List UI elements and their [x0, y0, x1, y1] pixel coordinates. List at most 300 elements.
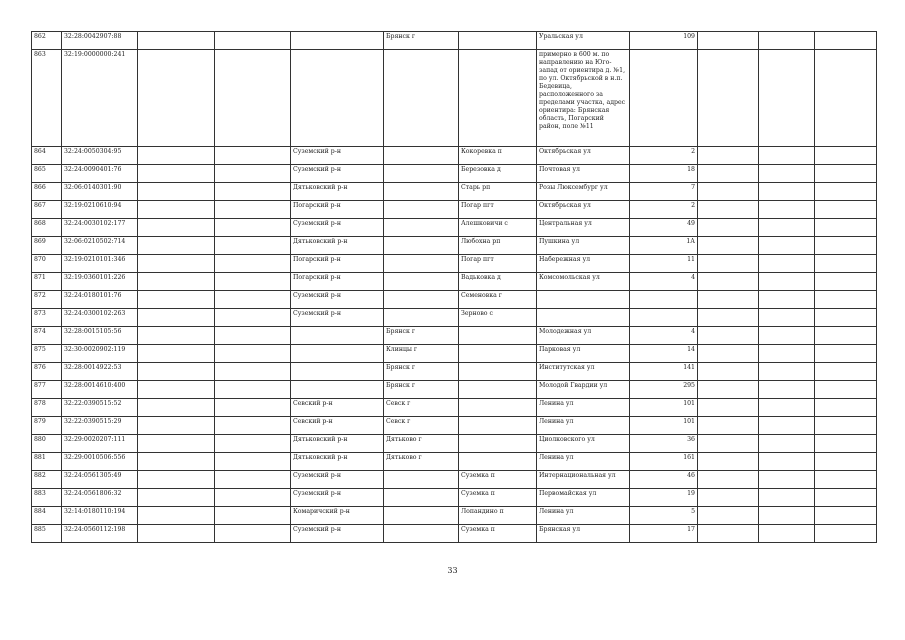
house-number-cell: 5 — [630, 507, 698, 525]
table-row — [32, 489, 877, 507]
region-cell — [138, 255, 215, 273]
locality-cell — [459, 435, 537, 453]
block-cell — [759, 399, 815, 417]
city-cell — [384, 507, 459, 525]
block-cell — [759, 525, 815, 543]
row-index-cell: 863 — [32, 50, 62, 147]
locality-cell: Алешковичи с — [459, 219, 537, 237]
street-cell: Почтовая ул — [537, 165, 630, 183]
building-cell — [698, 291, 759, 309]
street-cell: Комсомольская ул — [537, 273, 630, 291]
locality-cell: Лопандино п — [459, 507, 537, 525]
cadastral-number-cell: 32:24:0300102:263 — [62, 309, 138, 327]
city-region-cell — [215, 363, 291, 381]
district-cell — [291, 381, 384, 399]
row-index-cell: 881 — [32, 453, 62, 471]
district-cell: Севский р-н — [291, 399, 384, 417]
house-number-cell: 1А — [630, 237, 698, 255]
block-cell — [759, 255, 815, 273]
region-cell — [138, 237, 215, 255]
building-cell — [698, 237, 759, 255]
row-index-cell: 874 — [32, 327, 62, 345]
region-cell — [138, 435, 215, 453]
row-index-cell: 877 — [32, 381, 62, 399]
street-cell: Розы Люксембург ул — [537, 183, 630, 201]
region-cell — [138, 489, 215, 507]
apartment-cell — [815, 309, 877, 327]
building-cell — [698, 399, 759, 417]
registry-sheet — [31, 31, 877, 543]
city-cell — [384, 525, 459, 543]
house-number-cell: 161 — [630, 453, 698, 471]
house-number-cell: 49 — [630, 219, 698, 237]
city-cell — [384, 165, 459, 183]
region-cell — [138, 471, 215, 489]
row-index-cell: 870 — [32, 255, 62, 273]
cadastral-number-cell: 32:28:0014922:53 — [62, 363, 138, 381]
cadastral-number-cell: 32:28:0042907:88 — [62, 32, 138, 50]
apartment-cell — [815, 32, 877, 50]
locality-cell: Зерново с — [459, 309, 537, 327]
block-cell — [759, 507, 815, 525]
street-cell: Циолковского ул — [537, 435, 630, 453]
street-cell: Пушкина ул — [537, 237, 630, 255]
apartment-cell — [815, 489, 877, 507]
block-cell — [759, 435, 815, 453]
street-cell — [537, 291, 630, 309]
block-cell — [759, 489, 815, 507]
apartment-cell — [815, 201, 877, 219]
locality-cell: Вадьковка д — [459, 273, 537, 291]
street-cell — [537, 309, 630, 327]
apartment-cell — [815, 525, 877, 543]
street-cell: Ленина ул — [537, 453, 630, 471]
city-cell: Дятьково г — [384, 453, 459, 471]
cadastral-number-cell: 32:19:0210610:94 — [62, 201, 138, 219]
building-cell — [698, 183, 759, 201]
city-cell — [384, 273, 459, 291]
apartment-cell — [815, 183, 877, 201]
table-row — [32, 345, 877, 363]
city-cell — [384, 147, 459, 165]
land-plot-table — [31, 31, 877, 543]
apartment-cell — [815, 417, 877, 435]
locality-cell: Суземка п — [459, 471, 537, 489]
city-region-cell — [215, 435, 291, 453]
row-index-cell: 866 — [32, 183, 62, 201]
table-row — [32, 147, 877, 165]
row-index-cell: 871 — [32, 273, 62, 291]
block-cell — [759, 327, 815, 345]
row-index-cell: 882 — [32, 471, 62, 489]
building-cell — [698, 363, 759, 381]
district-cell: Дятьковский р-н — [291, 237, 384, 255]
row-index-cell: 868 — [32, 219, 62, 237]
block-cell — [759, 147, 815, 165]
block-cell — [759, 50, 815, 147]
building-cell — [698, 435, 759, 453]
district-cell: Суземский р-н — [291, 489, 384, 507]
cadastral-number-cell: 32:22:0390515:29 — [62, 417, 138, 435]
block-cell — [759, 309, 815, 327]
street-cell: Брянская ул — [537, 525, 630, 543]
city-region-cell — [215, 291, 291, 309]
city-cell — [384, 309, 459, 327]
city-cell: Севск г — [384, 417, 459, 435]
district-cell — [291, 327, 384, 345]
locality-cell — [459, 453, 537, 471]
house-number-cell: 4 — [630, 273, 698, 291]
city-region-cell — [215, 489, 291, 507]
row-index-cell: 883 — [32, 489, 62, 507]
table-row — [32, 363, 877, 381]
building-cell — [698, 50, 759, 147]
city-region-cell — [215, 453, 291, 471]
block-cell — [759, 201, 815, 219]
house-number-cell: 101 — [630, 399, 698, 417]
row-index-cell: 864 — [32, 147, 62, 165]
city-region-cell — [215, 327, 291, 345]
locality-cell — [459, 50, 537, 147]
row-index-cell: 865 — [32, 165, 62, 183]
table-row — [32, 417, 877, 435]
building-cell — [698, 201, 759, 219]
district-cell — [291, 50, 384, 147]
region-cell — [138, 327, 215, 345]
house-number-cell: 19 — [630, 489, 698, 507]
table-row — [32, 255, 877, 273]
city-region-cell — [215, 201, 291, 219]
table-row — [32, 237, 877, 255]
locality-cell — [459, 327, 537, 345]
street-cell: Ленина ул — [537, 399, 630, 417]
row-index-cell: 878 — [32, 399, 62, 417]
region-cell — [138, 50, 215, 147]
cadastral-number-cell: 32:28:0014610:400 — [62, 381, 138, 399]
locality-cell — [459, 417, 537, 435]
city-cell — [384, 50, 459, 147]
house-number-cell: 295 — [630, 381, 698, 399]
city-cell: Дятьково г — [384, 435, 459, 453]
street-cell: Институтская ул — [537, 363, 630, 381]
row-index-cell: 885 — [32, 525, 62, 543]
region-cell — [138, 345, 215, 363]
building-cell — [698, 507, 759, 525]
region-cell — [138, 309, 215, 327]
house-number-cell: 46 — [630, 471, 698, 489]
house-number-cell — [630, 309, 698, 327]
street-cell: Интернациональная ул — [537, 471, 630, 489]
locality-cell: Погар пгт — [459, 255, 537, 273]
row-index-cell: 862 — [32, 32, 62, 50]
block-cell — [759, 291, 815, 309]
city-region-cell — [215, 345, 291, 363]
cadastral-number-cell: 32:19:0210101:346 — [62, 255, 138, 273]
street-cell: Набережная ул — [537, 255, 630, 273]
locality-cell: Березовка д — [459, 165, 537, 183]
building-cell — [698, 471, 759, 489]
table-row — [32, 435, 877, 453]
building-cell — [698, 489, 759, 507]
street-cell: Молодой Гвардии ул — [537, 381, 630, 399]
district-cell: Суземский р-н — [291, 471, 384, 489]
apartment-cell — [815, 291, 877, 309]
row-index-cell: 879 — [32, 417, 62, 435]
apartment-cell — [815, 327, 877, 345]
block-cell — [759, 345, 815, 363]
locality-cell — [459, 381, 537, 399]
building-cell — [698, 165, 759, 183]
city-region-cell — [215, 50, 291, 147]
table-row — [32, 291, 877, 309]
building-cell — [698, 32, 759, 50]
locality-cell: Семеновка г — [459, 291, 537, 309]
region-cell — [138, 32, 215, 50]
building-cell — [698, 453, 759, 471]
street-cell: Ленина ул — [537, 417, 630, 435]
table-row — [32, 453, 877, 471]
city-region-cell — [215, 507, 291, 525]
district-cell: Севский р-н — [291, 417, 384, 435]
region-cell — [138, 399, 215, 417]
locality-cell: Кокоревка п — [459, 147, 537, 165]
apartment-cell — [815, 345, 877, 363]
apartment-cell — [815, 237, 877, 255]
city-region-cell — [215, 147, 291, 165]
building-cell — [698, 525, 759, 543]
block-cell — [759, 273, 815, 291]
region-cell — [138, 219, 215, 237]
district-cell: Дятьковский р-н — [291, 453, 384, 471]
table-row — [32, 183, 877, 201]
region-cell — [138, 381, 215, 399]
region-cell — [138, 165, 215, 183]
table-row — [32, 471, 877, 489]
building-cell — [698, 147, 759, 165]
city-region-cell — [215, 273, 291, 291]
street-cell: Парковая ул — [537, 345, 630, 363]
table-row — [32, 165, 877, 183]
house-number-cell: 7 — [630, 183, 698, 201]
house-number-cell: 4 — [630, 327, 698, 345]
district-cell: Суземский р-н — [291, 165, 384, 183]
region-cell — [138, 273, 215, 291]
row-index-cell: 869 — [32, 237, 62, 255]
apartment-cell — [815, 435, 877, 453]
locality-cell: Погар пгт — [459, 201, 537, 219]
cadastral-number-cell: 32:24:0180101:76 — [62, 291, 138, 309]
apartment-cell — [815, 165, 877, 183]
region-cell — [138, 363, 215, 381]
city-cell — [384, 489, 459, 507]
city-cell: Севск г — [384, 399, 459, 417]
street-cell: Октябрьская ул — [537, 201, 630, 219]
table-body — [32, 32, 877, 543]
block-cell — [759, 471, 815, 489]
city-region-cell — [215, 309, 291, 327]
row-index-cell: 884 — [32, 507, 62, 525]
street-cell: Октябрьская ул — [537, 147, 630, 165]
cadastral-number-cell: 32:30:0020902:119 — [62, 345, 138, 363]
block-cell — [759, 219, 815, 237]
city-region-cell — [215, 255, 291, 273]
house-number-cell: 36 — [630, 435, 698, 453]
apartment-cell — [815, 471, 877, 489]
cadastral-number-cell: 32:19:0000000:241 — [62, 50, 138, 147]
block-cell — [759, 183, 815, 201]
locality-cell: Суземка п — [459, 489, 537, 507]
city-cell — [384, 219, 459, 237]
cadastral-number-cell: 32:29:0010506:556 — [62, 453, 138, 471]
apartment-cell — [815, 363, 877, 381]
cadastral-number-cell: 32:06:0210502:714 — [62, 237, 138, 255]
district-cell: Суземский р-н — [291, 525, 384, 543]
city-region-cell — [215, 237, 291, 255]
block-cell — [759, 381, 815, 399]
region-cell — [138, 525, 215, 543]
table-row — [32, 32, 877, 50]
region-cell — [138, 201, 215, 219]
city-region-cell — [215, 399, 291, 417]
apartment-cell — [815, 381, 877, 399]
region-cell — [138, 507, 215, 525]
apartment-cell — [815, 255, 877, 273]
apartment-cell — [815, 50, 877, 147]
district-cell: Дятьковский р-н — [291, 435, 384, 453]
block-cell — [759, 417, 815, 435]
city-cell — [384, 255, 459, 273]
apartment-cell — [815, 399, 877, 417]
table-row — [32, 219, 877, 237]
street-cell: примерно в 600 м. по направлению на Юго-запад от ориентира д. №1, по ул. Октябрьской в н.п. Бедевица, расположенного за пределами участка, адрес ориентира: Брянская область, Погарский район, поле №11 — [537, 50, 630, 147]
district-cell: Суземский р-н — [291, 291, 384, 309]
cadastral-number-cell: 32:24:0050304:95 — [62, 147, 138, 165]
cadastral-number-cell: 32:14:0180110:194 — [62, 507, 138, 525]
region-cell — [138, 453, 215, 471]
table-row — [32, 201, 877, 219]
locality-cell: Старь рп — [459, 183, 537, 201]
street-cell: Ленина ул — [537, 507, 630, 525]
table-row — [32, 507, 877, 525]
building-cell — [698, 345, 759, 363]
page-number: 33 — [447, 566, 458, 575]
block-cell — [759, 237, 815, 255]
house-number-cell: 101 — [630, 417, 698, 435]
building-cell — [698, 327, 759, 345]
locality-cell — [459, 345, 537, 363]
locality-cell — [459, 399, 537, 417]
city-region-cell — [215, 417, 291, 435]
apartment-cell — [815, 273, 877, 291]
street-cell: Центральная ул — [537, 219, 630, 237]
cadastral-number-cell: 32:19:0360101:226 — [62, 273, 138, 291]
house-number-cell: 18 — [630, 165, 698, 183]
block-cell — [759, 453, 815, 471]
region-cell — [138, 147, 215, 165]
apartment-cell — [815, 453, 877, 471]
table-row — [32, 50, 877, 147]
city-region-cell — [215, 165, 291, 183]
row-index-cell: 873 — [32, 309, 62, 327]
city-cell: Брянск г — [384, 381, 459, 399]
house-number-cell: 17 — [630, 525, 698, 543]
district-cell: Погарский р-н — [291, 255, 384, 273]
cadastral-number-cell: 32:24:0560112:198 — [62, 525, 138, 543]
city-region-cell — [215, 219, 291, 237]
region-cell — [138, 291, 215, 309]
locality-cell: Суземка п — [459, 525, 537, 543]
table-row — [32, 309, 877, 327]
row-index-cell: 875 — [32, 345, 62, 363]
house-number-cell: 14 — [630, 345, 698, 363]
city-cell: Брянск г — [384, 32, 459, 50]
building-cell — [698, 255, 759, 273]
city-cell — [384, 237, 459, 255]
district-cell: Дятьковский р-н — [291, 183, 384, 201]
cadastral-number-cell: 32:24:0030102:177 — [62, 219, 138, 237]
city-region-cell — [215, 32, 291, 50]
apartment-cell — [815, 219, 877, 237]
row-index-cell: 876 — [32, 363, 62, 381]
locality-cell — [459, 32, 537, 50]
district-cell: Суземский р-н — [291, 147, 384, 165]
district-cell: Погарский р-н — [291, 273, 384, 291]
city-region-cell — [215, 525, 291, 543]
district-cell: Суземский р-н — [291, 219, 384, 237]
cadastral-number-cell: 32:24:0561305:49 — [62, 471, 138, 489]
region-cell — [138, 417, 215, 435]
city-cell: Брянск г — [384, 363, 459, 381]
block-cell — [759, 32, 815, 50]
region-cell — [138, 183, 215, 201]
city-region-cell — [215, 471, 291, 489]
cadastral-number-cell: 32:24:0561806:32 — [62, 489, 138, 507]
row-index-cell: 872 — [32, 291, 62, 309]
block-cell — [759, 165, 815, 183]
table-row — [32, 273, 877, 291]
house-number-cell: 11 — [630, 255, 698, 273]
city-cell — [384, 183, 459, 201]
block-cell — [759, 363, 815, 381]
district-cell — [291, 345, 384, 363]
table-row — [32, 399, 877, 417]
locality-cell — [459, 363, 537, 381]
row-index-cell: 880 — [32, 435, 62, 453]
house-number-cell — [630, 291, 698, 309]
cadastral-number-cell: 32:06:0140301:90 — [62, 183, 138, 201]
street-cell: Молодежная ул — [537, 327, 630, 345]
cadastral-number-cell: 32:28:0015105:56 — [62, 327, 138, 345]
table-row — [32, 327, 877, 345]
apartment-cell — [815, 507, 877, 525]
district-cell — [291, 32, 384, 50]
district-cell: Суземский р-н — [291, 309, 384, 327]
house-number-cell: 2 — [630, 147, 698, 165]
district-cell — [291, 363, 384, 381]
house-number-cell: 2 — [630, 201, 698, 219]
table-row — [32, 525, 877, 543]
city-region-cell — [215, 183, 291, 201]
locality-cell: Любохна рп — [459, 237, 537, 255]
city-cell — [384, 201, 459, 219]
house-number-cell — [630, 50, 698, 147]
cadastral-number-cell: 32:24:0090401:76 — [62, 165, 138, 183]
street-cell: Первомайская ул — [537, 489, 630, 507]
building-cell — [698, 381, 759, 399]
building-cell — [698, 417, 759, 435]
city-cell: Брянск г — [384, 327, 459, 345]
building-cell — [698, 309, 759, 327]
